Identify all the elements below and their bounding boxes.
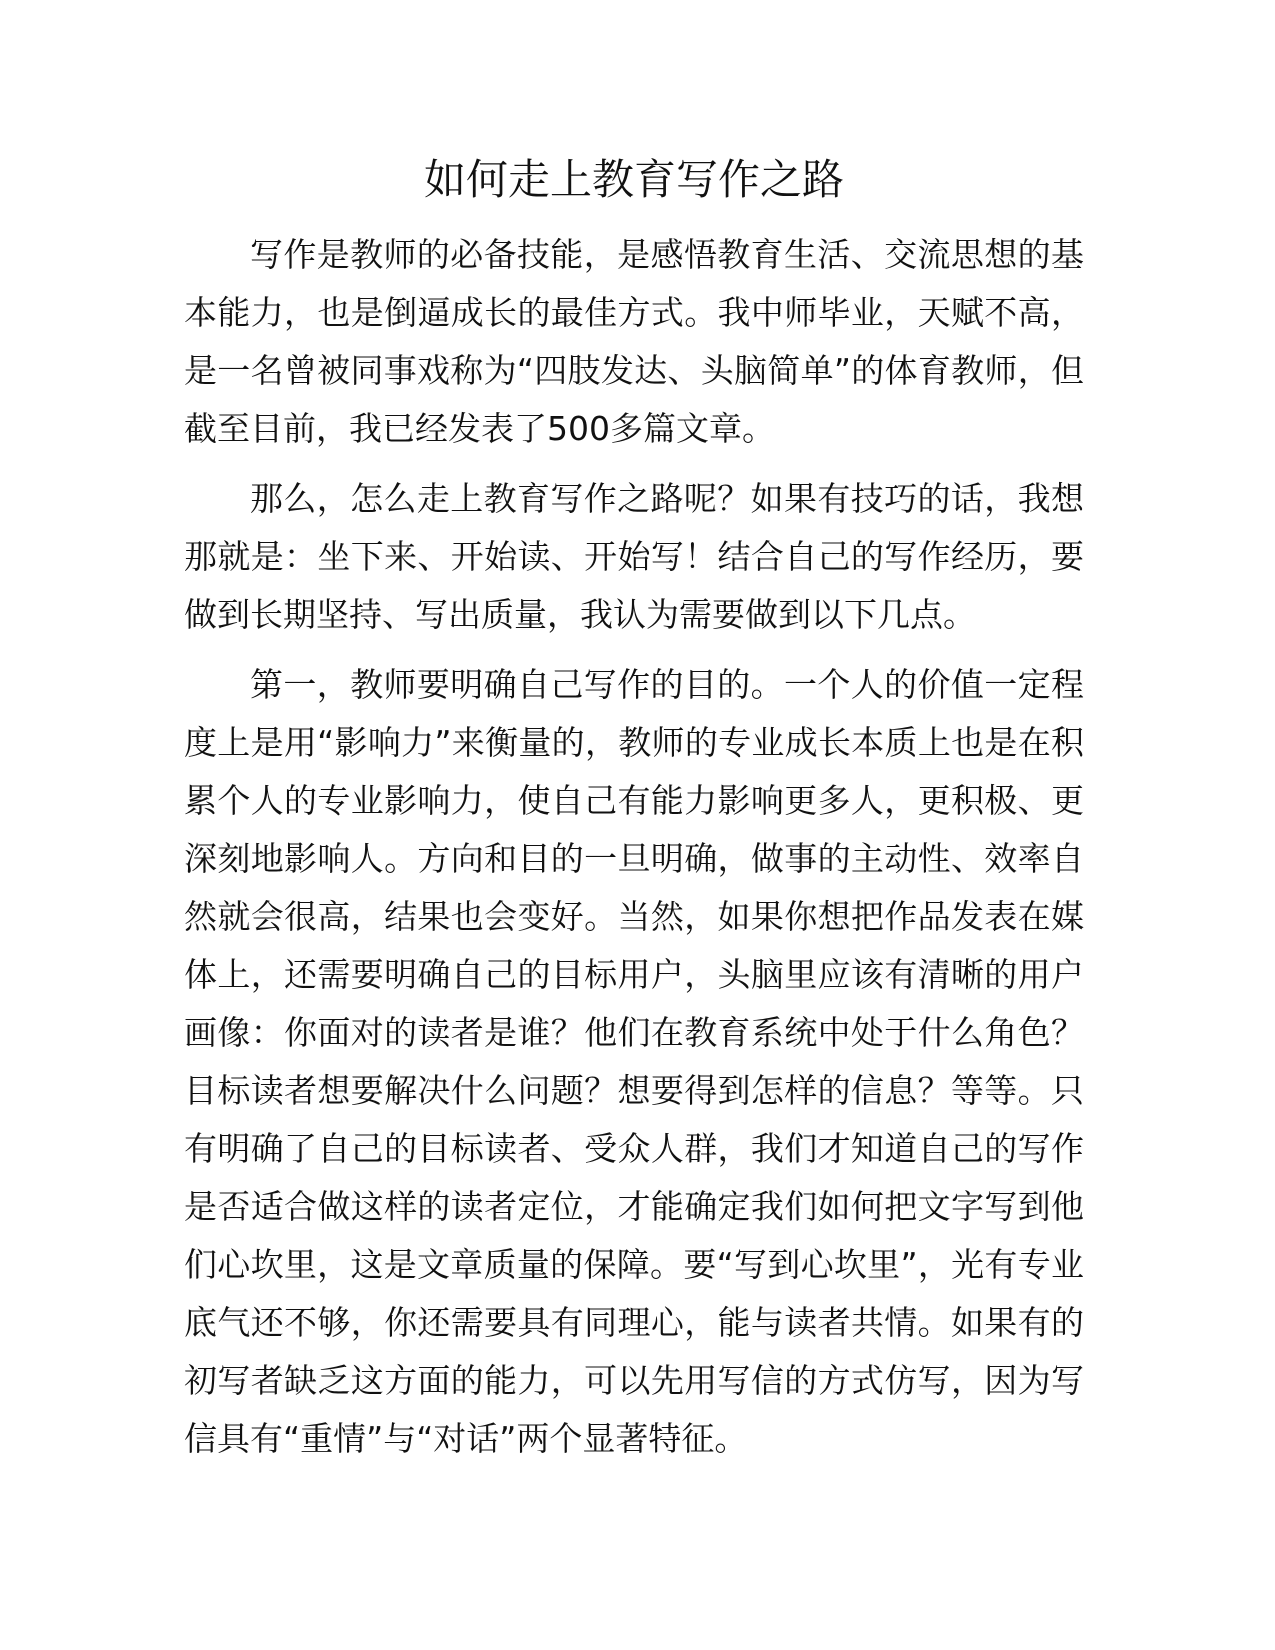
paragraph-1: 写作是教师的必备技能，是感悟教育生活、交流思想的基本能力，也是倒逼成长的最佳方式。我中师毕业，天赋不高，是一名曾被同事戏称为“四肢发达、头脑简单”的体育教师，但截至目前，我已经发表了500多篇文章。 (184, 235, 1084, 448)
paragraph-2: 那么，怎么走上教育写作之路呢？如果有技巧的话，我想那就是：坐下来、开始读、开始写！结合自己的写作经历，要做到长期坚持、写出质量，我认为需要做到以下几点。 (184, 479, 1084, 634)
document-page (184, 140, 1084, 1480)
document-title: 如何走上教育写作之路 (423, 155, 844, 204)
paragraph-3: 第一，教师要明确自己写作的目的。一个人的价值一定程度上是用“影响力”来衡量的，教师的专业成长本质上也是在积累个人的专业影响力，使自己有能力影响更多人，更积极、更深刻地影响人。方向和目的一旦明确，做事的主动性、效率自然就会很高，结果也会变好。当然，如果你想把作品发表在媒体上，还需要明确自己的目标用户，头脑里应该有清晰的用户画像：你面对的读者是谁？他们在教育系统中处于什么角色？目标读者想要解决什么问题？想要得到怎样的信息？等等。只有明确了自己的目标读者、受众人群，我们才知道自己的写作是否适合做这样的读者定位，才能确定我们如何把文字写到他们心坎里，这是文章质量的保障。要“写到心坎里”，光有专业底气还不够，你还需要具有同理心，能与读者共情。如果有的初写者缺乏这方面的能力，可以先用写信的方式仿写，因为写信具有“重情”与“对话”两个显著特征。 (184, 665, 1084, 1458)
